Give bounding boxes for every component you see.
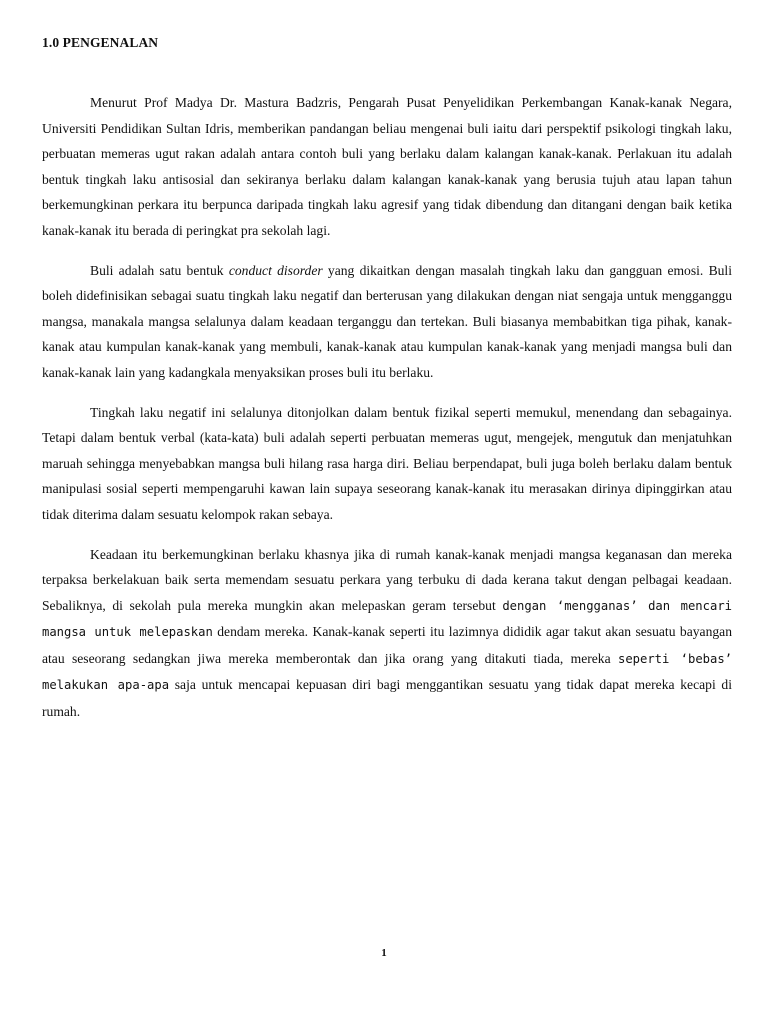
section-heading: 1.0 PENGENALAN: [42, 35, 159, 50]
paragraph-3: [42, 400, 732, 528]
page-number: 1: [381, 947, 387, 959]
paragraph-2-italic-term: conduct disorder: [228, 262, 323, 278]
paragraph-4-mono-a: dengan ‘mengganas’ dan mencari mangsa untuk melepaskan: [42, 598, 732, 639]
body-text: [42, 90, 732, 739]
paragraph-2-text-a: Buli adalah satu bentuk: [90, 262, 229, 278]
paragraph-1-text: Menurut Prof Madya Dr. Mastura Badzris, Pengarah Pusat Penyelidikan Perkembangan Kanak-kanak Negara, Universiti Pendidikan Sultan Idris, memberikan pandangan beliau mengenai buli iaitu dari perspektif psikologi tingkah laku, perbuatan memeras ugut rakan adalah antara contoh buli yang berlaku dalam kalangan kanak-kanak. Perlakuan itu adalah bentuk tingkah laku antisosial dan sekiranya berlaku dalam kalangan kanak-kanak yang berusia tujuh atau lapan tahun berkemungkinan perkara itu berpunca daripada tingkah laku agresif yang tidak dibendung dan ditangani dengan baik ketika kanak-kanak itu berada di peringkat pra sekolah lagi.: [42, 95, 732, 238]
paragraph-4: [42, 542, 732, 725]
paragraph-2-text-b: yang dikaitkan dengan masalah tingkah laku dan gangguan emosi. Buli boleh didefinisikan sebagai suatu tingkah laku negatif dan berterusan yang dilakukan dengan niat sengaja untuk mengganggu mangsa, manakala mangsa selalunya dalam keadaan terganggu dan tertekan. Buli biasanya membabitkan tiga pihak, kanak-kanak atau kumpulan kanak-kanak yang membuli, kanak-kanak atau kumpulan kanak-kanak yang menjadi mangsa buli dan kanak-kanak lain yang kadangkala menyaksikan proses buli itu berlaku.: [42, 262, 732, 380]
paragraph-1: [42, 90, 732, 243]
paragraph-3-text: Tingkah laku negatif ini selalunya ditonjolkan dalam bentuk fizikal seperti memukul, menendang dan sebagainya. Tetapi dalam bentuk verbal (kata-kata) buli adalah seperti perbuatan memeras ugut, mengejek, mengutuk dan menjatuhkan maruah sehingga menyebabkan mangsa buli hilang rasa harga diri. Beliau berpendapat, buli juga boleh berlaku dalam bentuk manipulasi sosial seperti mempengaruhi kawan lain supaya seseorang kanak-kanak itu merasakan dirinya dipinggirkan atau tidak diterima dalam sesuatu kelompok rakan sebaya.: [42, 404, 732, 522]
paragraph-4-text-b: dendam mereka. Kanak-kanak seperti itu lazimnya dididik agar takut akan sesuatu bayangan atau seseorang sedangkan jiwa mereka memberontak dan jika orang yang ditakuti tiada, mereka: [42, 624, 732, 666]
paragraph-4-mono-b: seperti ‘bebas’ melakukan apa-apa: [42, 651, 733, 692]
paragraph-4-text-a: Keadaan itu berkemungkinan berlaku khasnya jika di rumah kanak-kanak menjadi mangsa keganasan dan mereka terpaksa berkelakuan baik serta memendam sesuatu perkara yang terbuku di dada kerana takut dengan pelbagai keadaan. Sebaliknya, di sekolah pula mereka mungkin akan melepaskan geram tersebut: [42, 546, 732, 613]
paragraph-2: [42, 258, 732, 386]
paragraph-4-text-c: saja untuk mencapai kepuasan diri bagi menggantikan sesuatu yang tidak dapat mereka kecapi di rumah.: [42, 677, 732, 719]
